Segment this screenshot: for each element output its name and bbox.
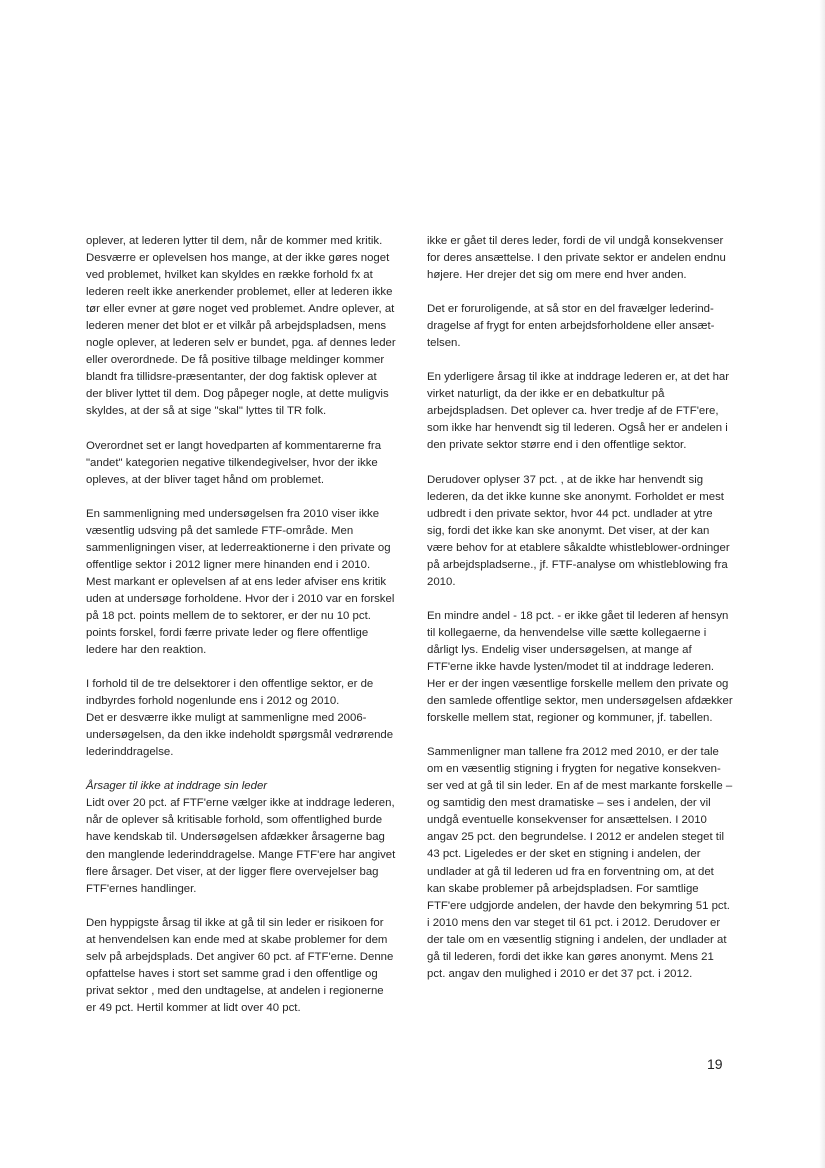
left-column (86, 233, 396, 1034)
paragraph: oplever, at lederen lytter til dem, når de kommer med kritik. Desværre er oplevelsen hos mange, at der ikke gøres noget ved problemet, hvilket kan skyldes en række forhold fx at lederen reelt ikke anerkender problemet, eller at lederen ikke tør eller evner at gøre noget ved problemet. Andre oplever, at lederen mener det blot er et vilkår på arbejdspladsen, mens nogle oplever, at lederen selv er bundet, pga. af dennes leder eller overordnede. De få positive tilbage meldinger kommer blandt fra tillidsre-præsentanter, der dog faktisk oplever at der bliver lyttet til dem. Dog påpeger nogle, at dette muligvis skyldes, at der så at sige "skal" lyttes til TR folk. (86, 235, 396, 418)
paragraph: Det er desværre ikke muligt at sammenligne med 2006-undersøgelsen, da den ikke indeholdt spørgsmål vedrørende lederinddragelse. (86, 712, 394, 759)
paragraph: En mindre andel - 18 pct. - er ikke gået til lederen af hensyn til kollegaerne, da henvendelse ville sætte kollegaerne i dårligt lys. Endelig viser undersøgelsen, at mange af FTF'erne ikke havde lysten/modet til at inddrage lederen. Her er der ingen væsentlige forskelle mellem den private og den samlede offentlige sektor, men undersøgelsen afdækker forskelle mellem stat, regioner og kommuner, jf. tabellen. (427, 609, 733, 725)
paragraph: Sammenligner man tallene fra 2012 med 2010, er der tale om en væsentlig stigning i frygten for negative konsekven-ser ved at gå til sin leder. En af de mest markante forskelle – og samtidig den mest dramatiske – ses i andelen, der vil undgå eventuelle konsekvenser for ansættelsen. I 2010 angav 25 pct. den begrundelse. I 2012 er andelen steget til 43 pct. Ligeledes er der sket en stigning i andelen, der undlader at gå til lederen ud fra en forventning om, at det kan skabe problemer på arbejdspladsen. For samtlige FTF'ere udgjorde andelen, der havde den bekymring 51 pct. i 2010 mens den var steget til 61 pct. i 2012. Derudover er der tale om en væsentlig stigning i andelen, der undlader at gå til lederen, fordi det ikke kan gøres anonymt. Mens 21 pct. angav den mulighed i 2010 er det 37 pct. i 2012. (427, 746, 733, 980)
paragraph: En yderligere årsag til ikke at inddrage lederen er, at det har virket naturligt, da der ikke er en debatkultur på arbejdspladsen. Det oplever ca. hver tredje af de FTF'ere, som ikke har henvendt sig til lederen. Også her er andelen i den private sektor større end i den offentlige sektor. (427, 371, 730, 452)
section-subheading: Årsager til ikke at inddrage sin leder (86, 780, 268, 793)
page-number: 19 (707, 1056, 723, 1072)
paragraph: Lidt over 20 pct. af FTF'erne vælger ikke at inddrage lederen, når de oplever så kritisable forhold, som offentlighed burde have kendskab til. Undersøgelsen afdækker årsagerne bag den manglende lederinddragelse. Mange FTF'ere har angivet flere årsager. Det viser, at der ligger flere overvejelser bag FTF'ernes handlinger. (86, 797, 396, 895)
page-edge-shadow (819, 0, 825, 1168)
paragraph: Overordnet set er langt hovedparten af kommentarerne fra "andet" kategorien negative tilkendegivelser, hvor der ikke opleves, at der bliver taget hånd om problemet. (86, 439, 382, 486)
paragraph: Den hyppigste årsag til ikke at gå til sin leder er risikoen for at henvendelsen kan ende med at skabe problemer for dem selv på arbejdsplads. Det angiver 60 pct. af FTF'erne. Denne opfattelse haves i stort set samme grad i den offentlige og privat sektor , med den undtagelse, at andelen i regionerne er 49 pct. Hertil kommer at lidt over 40 pct. (86, 916, 394, 1014)
paragraph: Derudover oplyser 37 pct. , at de ikke har henvendt sig lederen, da det ikke kunne ske anonymt. Forholdet er mest udbredt i den private sektor, hvor 44 pct. undlader at ytre sig, fordi det ikke kan ske anonymt. Det viser, at der kan være behov for at etablere såkaldte whistleblower-ordninger på arbejdspladserne., jf. FTF-analyse om whistleblowing fra 2010. (427, 473, 730, 588)
paragraph: Det er foruroligende, at så stor en del fravælger lederind-dragelse af frygt for enten arbejdsforholdene eller ansæt-telsen. (427, 303, 715, 350)
right-column (427, 233, 733, 1000)
paragraph: ikke er gået til deres leder, fordi de vil undgå konsekvenser for deres ansættelse. I den private sektor er andelen endnu højere. Her drejer det sig om mere end hver anden. (427, 235, 726, 282)
paragraph: I forhold til de tre delsektorer i den offentlige sektor, er de indbyrdes forhold nogenlunde ens i 2012 og 2010. (86, 678, 374, 708)
paragraph: En sammenligning med undersøgelsen fra 2010 viser ikke væsentlig udsving på det samlede FTF-område. Men sammenligningen viser, at lederreaktionerne i den private og offentlige sektor i 2012 ligner mere hinanden end i 2010. Mest markant er oplevelsen af at ens leder afviser ens kritik uden at undersøge forholdene. Hvor der i 2010 var en forskel på 18 pct. points mellem de to sektorer, er der nu 10 pct. points forskel, fordi færre private leder og flere offentlige ledere har den reaktion. (86, 507, 395, 657)
